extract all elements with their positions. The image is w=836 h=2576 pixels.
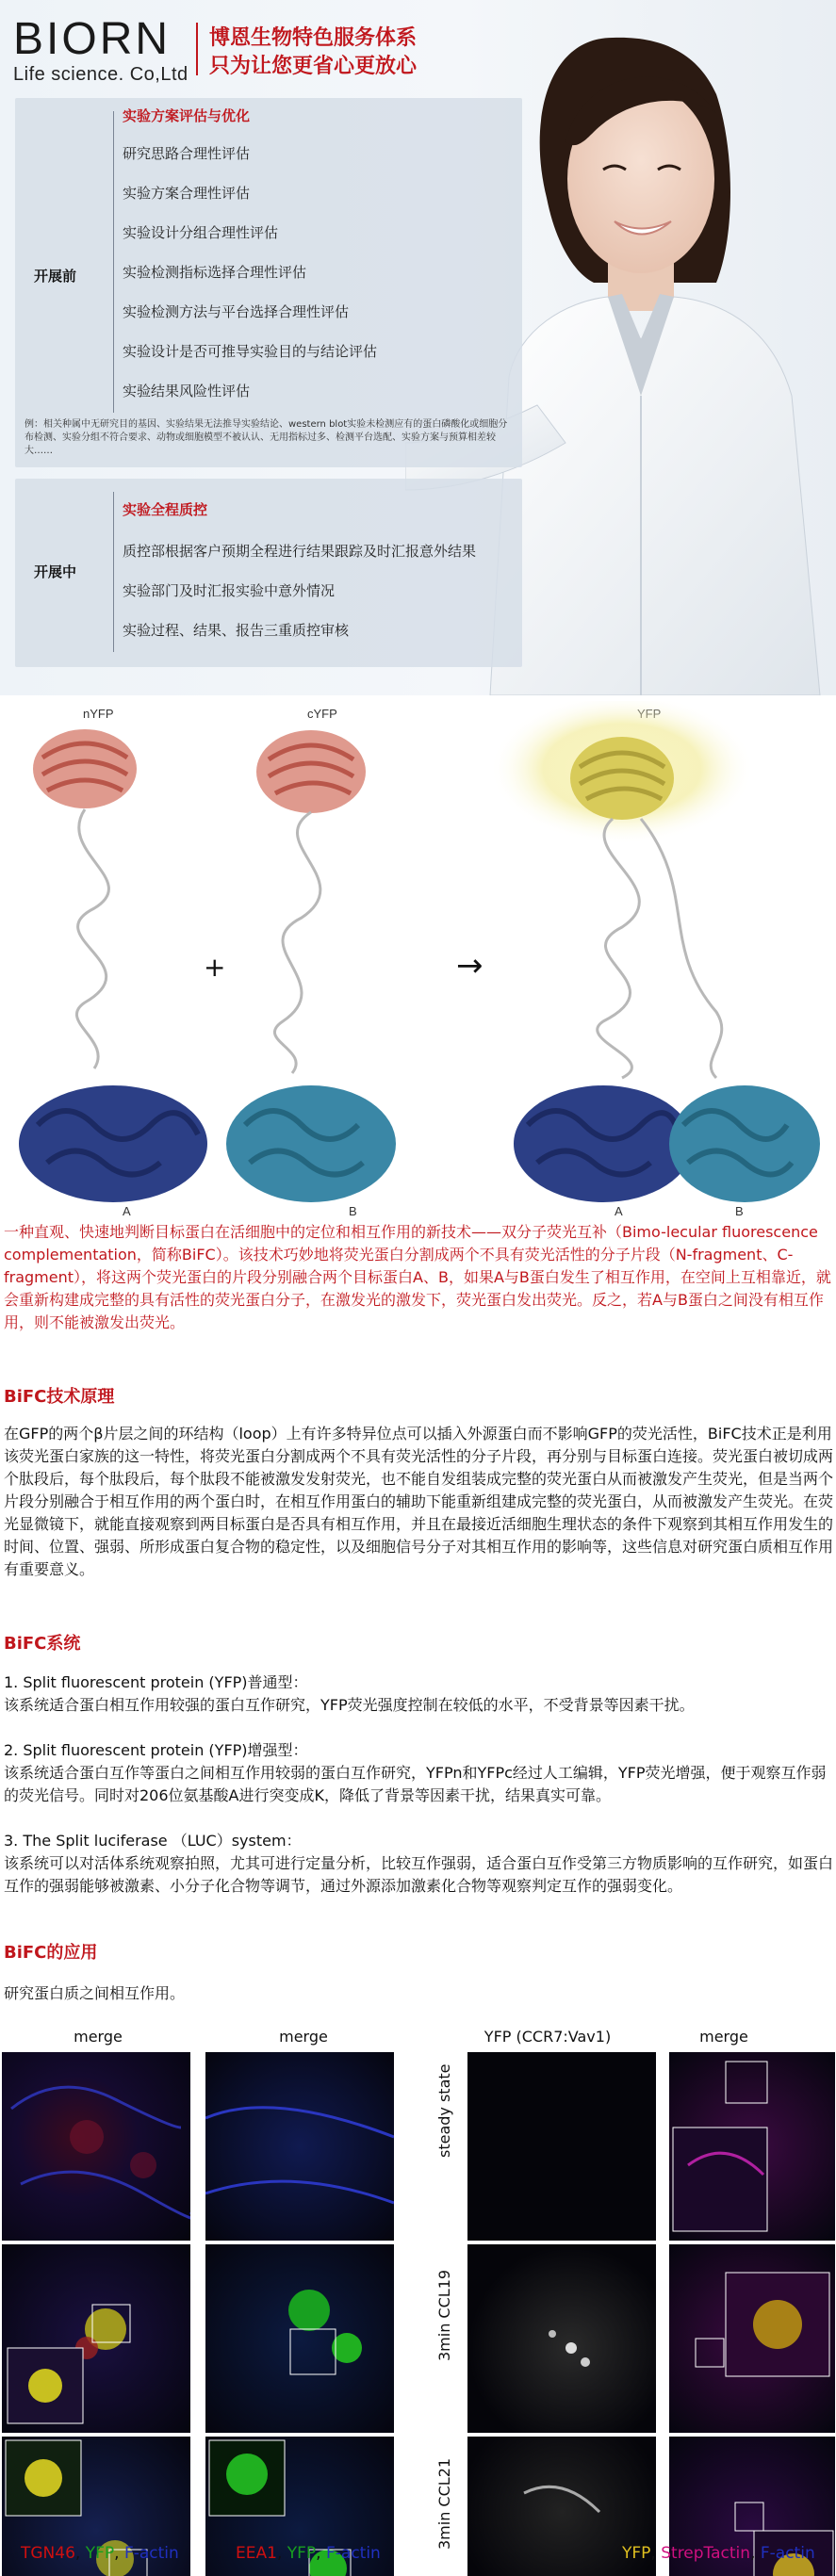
label-b-middle: B <box>349 1204 357 1215</box>
linker-left <box>76 809 108 1068</box>
row-label-ccl19: 3min CCL19 <box>435 2269 453 2361</box>
list-item: 质控部根据客户预期全程进行结果跟踪及时汇报意外结果 <box>123 543 477 560</box>
divider-line <box>113 111 114 413</box>
system-1-text: 该系统适合蛋白相互作用较强的蛋白互作研究，YFP荧光强度控制在较低的水平，不受背景等因素干扰。 <box>4 1696 695 1714</box>
list-item: 实验设计分组合理性评估 <box>123 224 279 241</box>
slogan-line-1: 博恩生物特色服务体系 <box>209 26 418 50</box>
list-item: 实验设计是否可推导实验目的与结论评估 <box>123 343 378 360</box>
panel-during <box>15 479 522 667</box>
protein-a-right <box>514 1085 693 1202</box>
list-item: 实验过程、结果、报告三重质控审核 <box>123 622 350 639</box>
col-label-merge-3: merge <box>699 2028 748 2046</box>
caption-2-yfp: YFP <box>287 2544 317 2563</box>
application-heading: BiFC的应用 <box>4 1943 98 1963</box>
micrograph <box>205 2052 394 2241</box>
row-label-ccl21: 3min CCL21 <box>435 2457 453 2550</box>
logo-divider <box>196 23 198 75</box>
caption-1-marker: TGN46 <box>21 2544 75 2563</box>
micrograph <box>467 2244 656 2433</box>
micrograph <box>2 2244 190 2433</box>
cyfp-fragment <box>256 730 366 813</box>
system-2-text: 该系统适合蛋白互作等蛋白之间相互作用较弱的蛋白互作研究，YFPn和YFPc经过人工编辑，YFP荧光增强，便于观察互作弱的荧光信号。同时对206位氨基酸A进行突变成K，降低了背景等因素干扰，结果真实可靠。 <box>4 1764 827 1804</box>
nyfp-fragment <box>33 729 137 808</box>
caption-3-actin: F-actin <box>760 2544 815 2563</box>
col-label-merge-2: merge <box>279 2028 328 2046</box>
label-a-left: A <box>123 1204 131 1215</box>
caption-2-marker: EEA1 <box>236 2544 277 2563</box>
list-item: 研究思路合理性评估 <box>123 145 251 162</box>
slogan <box>209 24 417 81</box>
bifc-protein-figure <box>0 701 836 1215</box>
logo-subtitle: Life science. Co,Ltd <box>13 64 189 85</box>
arrow-icon: → <box>456 947 484 985</box>
system-3-title: 3. The Split luciferase （LUC）system： <box>4 1832 302 1850</box>
caption-1-actin: F-actin <box>123 2544 179 2563</box>
list-item: 实验检测方法与平台选择合理性评估 <box>123 303 350 320</box>
protein-b-right <box>669 1085 820 1202</box>
protein-b-middle <box>226 1085 396 1202</box>
caption-2-actin: F-actin <box>325 2544 381 2563</box>
list-item: 实验部门及时汇报实验中意外情况 <box>123 582 336 599</box>
application-text: 研究蛋白质之间相互作用。 <box>4 1984 186 2002</box>
during-title: 实验全程质控 <box>123 501 208 518</box>
divider-line <box>113 492 114 652</box>
intro-paragraph: 一种直观、快速地判断目标蛋白在活细胞中的定位和相互作用的新技术——双分子荧光互补（Bimo-lecular fluorescence complementation，简称BiFC）。该技术巧妙地将荧光蛋白分割成两个不具有荧光活性的分子片段（N-fragment、C-fragment），将这两个荧光蛋白的片段分别融合两个目标蛋白A、B，如果A与B蛋白发生了相互作用，在空间上互相靠近，就会重新构建成完整的具有活性的荧光蛋白分子，在激发光的激发下，荧光蛋白发出荧光。反之，若A与B蛋白之间没有相互作用，则不能被激发出荧光。 <box>4 1223 831 1331</box>
micrograph <box>669 2052 835 2241</box>
caption-2: EEA1, YFP, F-actin <box>236 2544 381 2563</box>
label-nyfp: nYFP <box>83 707 114 721</box>
micrograph <box>467 2052 656 2241</box>
col-label-yfp: YFP (CCR7:Vav1) <box>484 2028 612 2046</box>
linker-right <box>598 819 722 1078</box>
caption-3-strep: StrepTactin <box>661 2544 751 2563</box>
micrograph <box>2 2052 190 2241</box>
system-heading: BiFC系统 <box>4 1634 81 1654</box>
label-b-right: B <box>735 1204 744 1215</box>
caption-1: TGN46, YFP, F-actin <box>21 2544 179 2563</box>
label-a-right: A <box>615 1204 623 1215</box>
system-3-text: 该系统可以对活体系统观察拍照，尤其可进行定量分析，比较互作强弱，适合蛋白互作受第三方物质影响的互作研究，如蛋白互作的强弱能够被激素、小分子化合物等调节，通过外源添加激素化合物等观察判定互作的强弱变化。 <box>4 1854 834 1895</box>
col-label-merge-1: merge <box>74 2028 123 2046</box>
principle-paragraph: 在GFP的两个β片层之间的环结构（loop）上有许多特异位点可以插入外源蛋白而不影响GFP的荧光活性，BiFC技术正是利用该荧光蛋白家族的这一特性，将荧光蛋白分割成两个不具有荧光活性的分子片段，再分别与目标蛋白连接。荧光蛋白被切成两个肽段后，每个肽段后，每个肽段不能被激发发射荧光，也不能自发组装成完整的荧光蛋白从而被激发产生荧光，但是当两个片段分别融合于相互作用的两个蛋白时，在相互作用蛋白的辅助下能重新组建成完整的荧光蛋白，从而被激发产生荧光。在荧光显微镜下，就能直接观察到两目标蛋白是否具有相互作用，并且在最接近活细胞生理状态的条件下观察到其相互作用发生的时间、位置、强弱、所形成蛋白复合物的稳定性，以及细胞信号分子对其相互作用的影响等，这些信息对研究蛋白质相互作用有重要意义。 <box>4 1425 834 1578</box>
list-item: 实验检测指标选择合理性评估 <box>123 264 307 281</box>
before-title: 实验方案评估与优化 <box>123 107 251 124</box>
protein-a-left <box>19 1085 207 1202</box>
hero-banner <box>0 0 836 695</box>
brand-logo <box>13 14 189 86</box>
slogan-line-2: 只为让您更省心更放心 <box>209 55 418 78</box>
plus-sign: + <box>204 952 226 983</box>
phase-label-before: 开展前 <box>34 268 77 285</box>
micrograph <box>669 2244 835 2433</box>
micrograph <box>205 2244 394 2433</box>
system-2-title: 2. Split fluorescent protein (YFP)增强型： <box>4 1741 308 1759</box>
caption-3-yfp: YFP <box>622 2544 651 2563</box>
phase-label-during: 开展中 <box>34 563 77 580</box>
system-1-title: 1. Split fluorescent protein (YFP)普通型： <box>4 1673 308 1691</box>
example-note: 例：相关种属中无研究目的基因、实验结果无法推导实验结论、western blot实验未检测应有的蛋白磷酸化或细胞分布检测、实验分组不符合要求、动物或细胞模型不被认认、无用指标过多、检测平台选配、实验方案与预算相差较大…… <box>25 419 508 456</box>
principle-heading: BiFC技术原理 <box>4 1387 115 1407</box>
linker-middle <box>274 812 320 1073</box>
yfp-complemented <box>490 701 754 844</box>
caption-3: YFP, StrepTactin, F-actin <box>622 2544 815 2563</box>
caption-1-yfp: YFP <box>85 2544 115 2563</box>
list-item: 实验方案合理性评估 <box>123 185 251 202</box>
panel-before <box>15 98 522 467</box>
list-item: 实验结果风险性评估 <box>123 383 251 399</box>
logo-name: BIORN <box>13 14 172 64</box>
row-label-steady: steady state <box>435 2063 453 2158</box>
label-cyfp: cYFP <box>307 707 337 721</box>
